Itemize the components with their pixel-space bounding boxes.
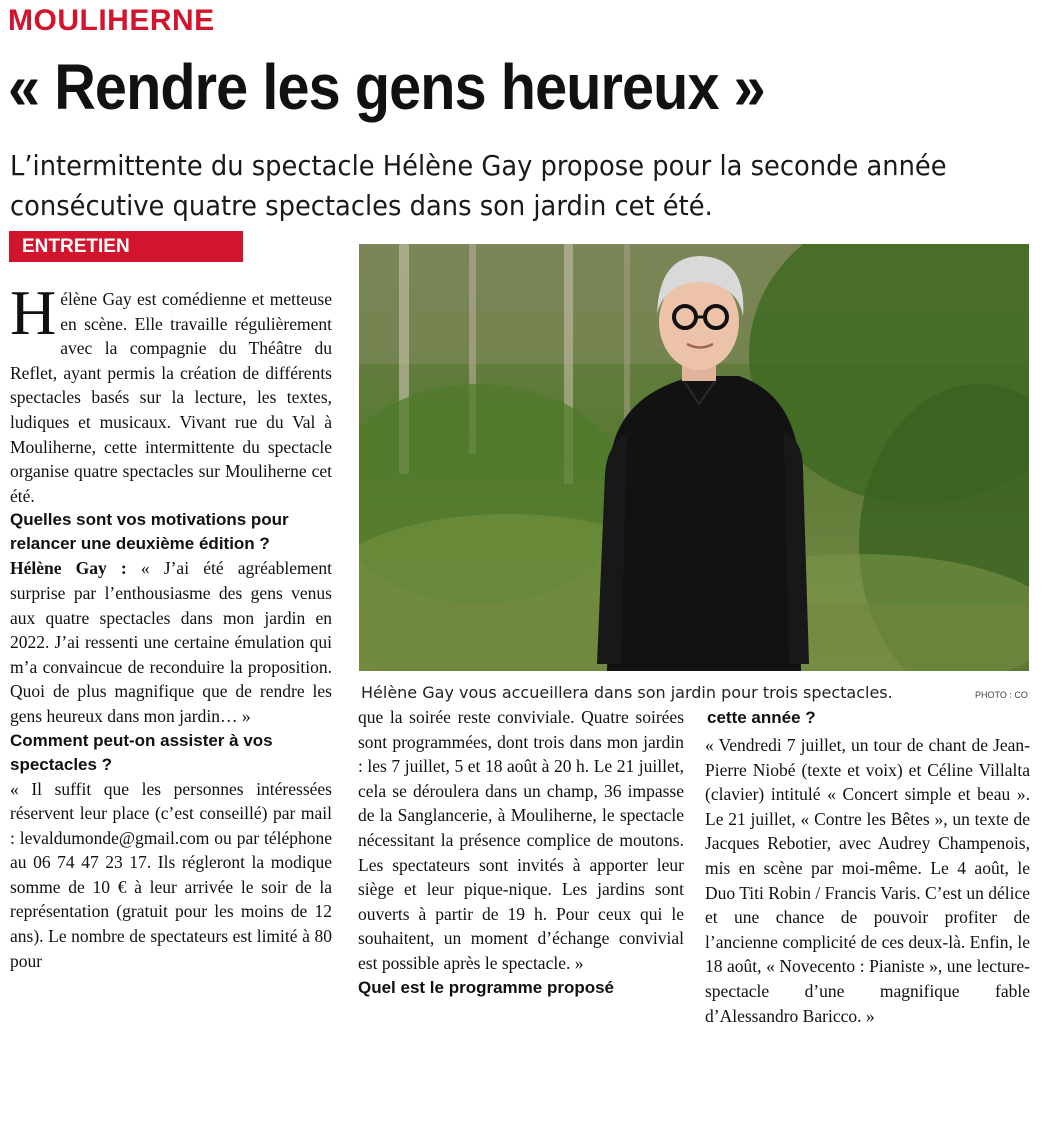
intro-text: élène Gay est comédienne et metteuse en scène. Elle travaille régulièrement avec la compagnie du Théâtre du Reflet, ayant permis la création de différents spectacles basés sur la lecture, les textes, ludiques et musicaux. Vivant rue du Val à Mouliherne, cette intermittente du spectacle organise quatre spectacles sur Mouliherne cet été.	[10, 289, 332, 506]
portrait-photo	[359, 244, 1029, 671]
answer-3: « Vendredi 7 juillet, un tour de chant de Jean-Pierre Niobé (texte et voix) et Céline Villalta (clavier) intitulé « Concert simple et beau ». Le 21 juillet, « Contre les Bêtes », un texte de Jacques Rebotier, avec Audrey Champenois, mis en scène par moi-même. Le 4 août, le Duo Titi Robin / Francis Varis. C’est un délice et une chance de pouvoir profiter de l’ancienne complicité de ces deux-là. Enfin, le 18 août, « Novecento : Pianiste », une lecture-spectacle d’une magnifique fable d’Alessandro Baricco. »	[705, 735, 1030, 1026]
question-3-part-1: Quel est le programme proposé	[358, 977, 615, 997]
headline: « Rendre les gens heureux »	[8, 51, 765, 123]
column-1	[10, 277, 332, 973]
column-3	[705, 733, 1030, 1028]
intro-paragraph	[10, 277, 332, 508]
speaker-name: Hélène Gay :	[10, 558, 127, 579]
section-tag: ENTRETIEN	[9, 231, 243, 262]
answer-1-text: « J’ai été agréablement surprise par l’enthousiasme des gens venus aux quatre spectacles dans mon jardin en 2022. J’ai ressenti une certaine émulation qui m’a convaincue de reconduire la proposition. Quoi de plus magnifique que de rendre les gens heureux dans mon jardin… »	[10, 558, 332, 726]
answer-2-part-1: « Il suffit que les personnes intéressées réservent leur place (c’est conseillé) par mail : levaldumonde@gmail.com ou par téléphone au 06 74 47 23 17. Ils régleront la modique somme de 10 € à leur arrivée le soir de la représentation (gratuit pour les moins de 12 ans). Le nombre de spectateurs est limité à 80 pour	[10, 778, 332, 971]
question-3-part-2: cette année ?	[707, 708, 816, 727]
photo-caption: Hélène Gay vous accueillera dans son jardin pour trois spectacles.	[361, 683, 893, 702]
section-kicker: MOULIHERNE	[8, 4, 215, 37]
answer-2-part-2: que la soirée reste conviviale. Quatre soirées sont programmées, dont trois dans mon jardin : les 7 juillet, 5 et 18 août à 20 h. Le 21 juillet, cela se déroulera dans un champ, 36 impasse de la Sanglancerie, à Mouliherne, le spectacle nécessitant la présence complice de moutons. Les spectateurs sont invités à apporter leur siège et leur pique-nique. Les jardins sont ouverts à partir de 19 h. Pour ceux qui le souhaitent, un moment d’échange convivial est possible après le spectacle. »	[358, 707, 684, 973]
dropcap: H	[10, 277, 57, 348]
question-2: Comment peut-on assister à vos spectacles ?	[10, 730, 273, 774]
garden-portrait-illustration	[359, 244, 1029, 671]
column-2	[358, 705, 684, 1000]
lede: L’intermittente du spectacle Hélène Gay propose pour la seconde année consécutive quatre spectacles dans son jardin cet été.	[10, 149, 947, 222]
question-1: Quelles sont vos motivations pour relancer une deuxième édition ?	[10, 510, 289, 554]
photo-credit: PHOTO : CO	[975, 690, 1028, 700]
answer-1	[10, 556, 332, 728]
